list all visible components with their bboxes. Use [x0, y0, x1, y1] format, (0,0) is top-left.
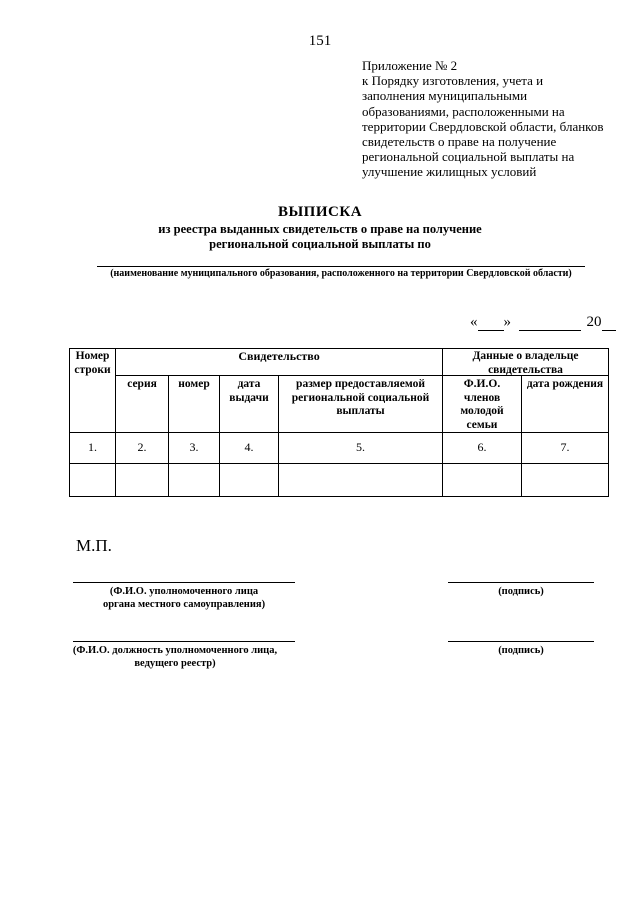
appendix-line: территории Свердловской области, бланков [362, 118, 604, 134]
header-text: Номер [75, 350, 110, 362]
header-text: свидетельства [488, 363, 563, 376]
appendix-line: Приложение № 2 [362, 58, 458, 73]
registry-fio-line[interactable] [73, 641, 295, 642]
header-text: размер предоставляемой [296, 378, 425, 390]
table-cell-empty[interactable] [116, 464, 168, 496]
signature-caption-2: (подпись) [498, 645, 544, 656]
appendix-line: образованиями, расположенными на [362, 103, 565, 119]
header-number: номер [178, 378, 210, 390]
appendix-line: свидетельств о праве на получение [362, 134, 557, 150]
header-text: дата [237, 378, 261, 390]
header-text: строки [74, 363, 111, 376]
header-certificate: Свидетельство [238, 349, 320, 363]
table-cell-empty[interactable] [279, 464, 442, 496]
caption-text: (Ф.И.О. уполномоченного лица [109, 586, 259, 597]
signature-caption-1: (подпись) [498, 586, 544, 597]
header-fio [443, 378, 521, 432]
table-border-right [608, 348, 609, 497]
document-title: ВЫПИСКА [277, 204, 363, 220]
date-close-quote: » [503, 314, 511, 330]
date-open-quote: « [470, 314, 478, 330]
column-number: 2. [137, 440, 147, 454]
header-issue-date [220, 378, 278, 405]
header-text: выплаты [336, 405, 385, 417]
table-border-bottom [69, 496, 609, 497]
header-text: региональной социальной [291, 391, 430, 404]
appendix-block [362, 58, 622, 180]
header-text: выдачи [229, 391, 269, 404]
header-birth-date: дата рождения [526, 378, 604, 390]
year-prefix: 20 [586, 314, 602, 330]
table-cell-empty[interactable] [443, 464, 521, 496]
caption-text: ведущего реестр) [134, 658, 216, 669]
header-text: Ф.И.О. [463, 378, 501, 390]
signature-line-1[interactable] [448, 582, 594, 583]
authorized-fio-line[interactable] [73, 582, 295, 583]
caption-text: (Ф.И.О. должность уполномоченного лица, [72, 645, 278, 656]
date-field [470, 314, 616, 331]
header-text: членов [463, 391, 501, 404]
table-cell-empty[interactable] [522, 464, 608, 496]
header-series: серия [127, 378, 157, 390]
appendix-line: к Порядку изготовления, учета и [362, 73, 544, 89]
day-fill-line[interactable] [478, 316, 504, 331]
stamp-place-label: М.П. [76, 536, 112, 555]
registry-fio-caption [60, 644, 290, 670]
table-header-bottom [69, 432, 609, 433]
column-number: 3. [189, 440, 199, 454]
table-cell-empty[interactable] [70, 464, 115, 496]
header-text: семьи [466, 418, 498, 431]
header-text: молодой [460, 405, 504, 417]
column-number: 7. [560, 440, 570, 454]
municipality-fill-line[interactable] [97, 266, 585, 267]
header-row-number [70, 350, 115, 377]
year-fill-line[interactable] [602, 316, 616, 331]
subtitle-line-2: региональной социальной выплаты по [209, 237, 431, 251]
appendix-line: заполнения муниципальными [362, 88, 528, 104]
column-number: 1. [88, 440, 97, 454]
header-owner [443, 350, 608, 377]
subtitle-line-1: из реестра выданных свидетельств о праве на получение [158, 222, 482, 236]
document-subtitle [0, 222, 640, 252]
table-cell-empty[interactable] [220, 464, 278, 496]
appendix-line: региональной социальной выплаты на [362, 149, 575, 165]
municipality-caption: (наименование муниципального образования, расположенного на территории Свердловской области) [110, 268, 572, 279]
page-number: 151 [308, 33, 332, 49]
authorized-fio-caption [73, 585, 295, 611]
column-number: 6. [477, 440, 487, 454]
header-amount [279, 378, 442, 419]
column-number: 4. [244, 440, 254, 454]
column-number: 5. [356, 440, 365, 454]
appendix-line: улучшение жилищных условий [362, 164, 537, 180]
caption-text: органа местного самоуправления) [102, 599, 266, 610]
table-border-top [69, 348, 609, 349]
signature-line-2[interactable] [448, 641, 594, 642]
month-fill-line[interactable] [519, 316, 581, 331]
header-text: Данные о владельце [472, 350, 579, 362]
table-cell-empty[interactable] [169, 464, 219, 496]
